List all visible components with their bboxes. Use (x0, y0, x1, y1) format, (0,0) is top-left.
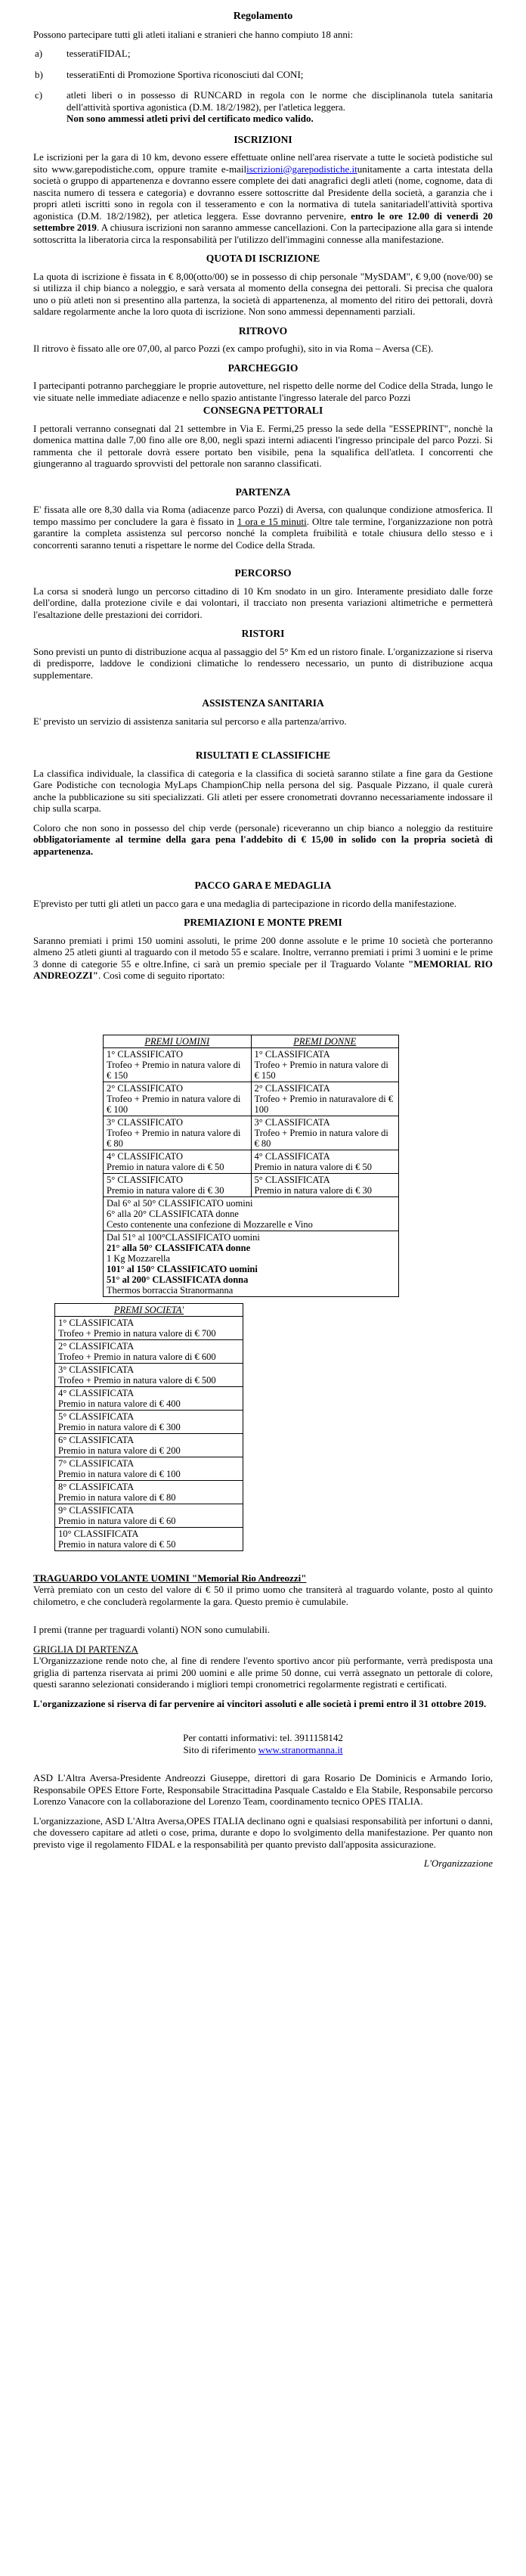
table-row (55, 1386, 243, 1410)
risultati-text: La classifica individuale, la classifica di categoria e la classifica di società saranno stilate a fine gara da Gestione Gare Podistiche con tecnologia MyLaps ChampionChip nella persona del sig. Pasquale Pizzano, il quale curerà anche la pubblicazione su siti specializzati. Gli atleti per essere cronometrati dovranno necessariamente indossare il chip sulla scarpa. (33, 767, 493, 814)
contacts-site-line (33, 1744, 493, 1756)
signature: L'Organizzazione (423, 1858, 493, 1869)
table-row (55, 1480, 243, 1504)
quota-text: La quota di iscrizione è fissata in € 8,00(otto/00) se in possesso di chip personale "MySDAM", € 9,00 (nove/00) se si utilizza il chip bianco a noleggio, e sarà versata al momento della consegna dei pettorali. Si precisa che qualora uno o più atleti non si presentino alla partenza, la società di appartenenza, al momento del ritiro dei pettorali, dovrà saldare regolarmente anche la loro quota di iscrizione. Non sono ammessi depennamenti parziali. (33, 270, 493, 317)
riserva-text: L'organizzazione si riserva di far pervenire ai vincitori assoluti e alle società i premi entro il 31 ottobre 2019. (33, 1697, 487, 1709)
men-header: PREMI UOMINI (104, 1035, 252, 1047)
table-row (104, 1116, 399, 1150)
assistenza-text: E' previsto un servizio di assistenza sanitaria sul percorso e alla partenza/arrivo. (33, 715, 347, 727)
site-link[interactable]: www.stranormanna.it (258, 1743, 343, 1755)
women-prize: Premio in natura valore di € 50 (254, 1161, 373, 1172)
table-cell (251, 1047, 399, 1082)
percorso-text: La corsa si snoderà lungo un percorso cittadino di 10 Km snodato in un giro. Interamente presidiato dalle forze dell'ordine, dalla protezione civile e dai volontari, il tracciato non presenta variazioni altimetriche e permetterà l'esaltazione delle prestazioni dei corridori. (33, 585, 493, 620)
women-prize: Trofeo + Premio in natura valore di € 150 (254, 1059, 388, 1081)
cumulabili-text: I premi (tranne per traguardi volanti) NON sono cumulabili. (33, 1624, 270, 1635)
merged-line: 6° alla 20° CLASSIFICATA donne (107, 1208, 239, 1219)
table-row (104, 1196, 399, 1231)
partenza-limit: 1 ora e 15 minuti (237, 515, 307, 527)
page-title: Regolamento (233, 11, 293, 22)
table-row (104, 1047, 399, 1082)
table-row (55, 1339, 243, 1363)
section-title-parcheggio: PARCHEGGIO (227, 362, 299, 374)
iscrizioni-text (33, 151, 493, 245)
society-prize: Trofeo + Premio in natura valore di € 700 (58, 1327, 216, 1339)
merged-line: Cesto contenente una confezione di Mozzarelle e Vino (107, 1218, 313, 1230)
merged-line: 21° alla 50° CLASSIFICATA donne (107, 1242, 251, 1253)
traguardo-heading: TRAGUARDO VOLANTE UOMINI "Memorial Rio Andreozzi" (33, 1572, 307, 1584)
society-header: PREMI SOCIETA' (55, 1303, 243, 1316)
traguardo-text: Verrà premiato con un cesto del valore di € 50 il primo uomo che transiterà al traguardo volante, posto al quinto chilometro, e che concluderà regolarmente la gara. Questo premio è cumulabile. (33, 1584, 493, 1607)
society-prize: Premio in natura valore di € 50 (58, 1538, 176, 1550)
section-title-percorso: PERCORSO (234, 567, 292, 579)
table-row (55, 1527, 243, 1550)
list-item (33, 69, 493, 81)
table-cell (251, 1082, 399, 1116)
society-prize: Premio in natura valore di € 80 (58, 1491, 176, 1503)
society-place: 10° CLASSIFICATA (58, 1528, 139, 1539)
table-cell (251, 1150, 399, 1173)
list-text: tesseratiEnti di Promozione Sportiva riconosciuti dal CONI; (67, 68, 304, 80)
iscrizioni-deadline: entro le ore 12.00 di venerdì 20 settembre 2019 (33, 209, 494, 233)
women-prize: Trofeo + Premio in naturavalore di € 100 (254, 1093, 394, 1115)
intro-text: Possono partecipare tutti gli atleti italiani e stranieri che hanno compiuto 18 anni: (33, 28, 354, 40)
list-label: a) (35, 48, 43, 59)
table-cell (251, 1116, 399, 1150)
premiazioni-text-a: Saranno premiati i primi 150 uomini assoluti, le prime 200 donne assolute e le prime 10 società che porteranno almeno 25 atleti giunti al traguardo con il metodo 55 e scalare. Inoltre, verranno premiati i primi 3 uomini e le prime 3 donne di categorie 55 e oltre.Infine, ci sarà un premio speciale per il Traguardo Volante (33, 934, 493, 970)
list-item (33, 89, 493, 125)
iscrizioni-text-c: . A chiusura iscrizioni non saranno ammesse cancellazioni. Con la partecipazione alla gara si intende sottoscritta la liberatoria circa la responsabilità per l'utilizzo dell'immagini connesse alla manifestazione. (33, 222, 493, 245)
iscrizioni-text-a: Le iscrizioni per la gara di 10 km, devono essere effettuate online nell'area riservate a tutte le società podistiche sul sito www.garepodistiche.com, oppure tramite e-mail (33, 151, 493, 175)
men-prize: Trofeo + Premio in natura valore di € 150 (107, 1059, 241, 1081)
table-cell (55, 1363, 243, 1386)
merged-line: Dal 6° al 50° CLASSIFICATO uomini (107, 1197, 253, 1209)
women-place: 2° CLASSIFICATA (254, 1082, 330, 1094)
eligibility-list (33, 48, 493, 125)
table-row (55, 1433, 243, 1457)
men-prize: Trofeo + Premio in natura valore di € 100 (107, 1093, 241, 1115)
men-prize: Premio in natura valore di € 50 (107, 1161, 224, 1172)
table-row (55, 1303, 243, 1316)
men-place: 1° CLASSIFICATO (107, 1048, 183, 1060)
traguardo-title (33, 1572, 493, 1584)
table-cell (55, 1527, 243, 1550)
society-place: 5° CLASSIFICATA (58, 1411, 135, 1422)
table-cell (104, 1231, 399, 1296)
premiazioni-memorial: "MEMORIAL RIO ANDREOZZI" (33, 957, 494, 981)
list-text (67, 89, 493, 125)
table-row (55, 1363, 243, 1386)
table-cell (104, 1196, 399, 1231)
men-prize: Premio in natura valore di € 30 (107, 1184, 224, 1196)
women-header: PREMI DONNE (251, 1035, 399, 1047)
section-title-premiazioni: PREMIAZIONI E MONTE PREMI (184, 917, 342, 928)
society-place: 8° CLASSIFICATA (58, 1481, 135, 1492)
society-prize: Trofeo + Premio in natura valore di € 500 (58, 1374, 216, 1386)
society-prize: Premio in natura valore di € 400 (58, 1398, 181, 1409)
merged-line: 1 Kg Mozzarella (107, 1252, 170, 1264)
women-prize: Premio in natura valore di € 30 (254, 1184, 373, 1196)
table-cell (55, 1504, 243, 1527)
society-place: 1° CLASSIFICATA (58, 1317, 135, 1328)
women-place: 4° CLASSIFICATA (254, 1150, 330, 1162)
table-row (55, 1316, 243, 1339)
section-title-iscrizioni: ISCRIZIONI (234, 133, 292, 145)
table-cell (55, 1386, 243, 1410)
merged-line: 51° al 200° CLASSIFICATA donna (107, 1274, 249, 1285)
chip-text-a: Coloro che non sono in possesso del chip verde (personale) riceveranno un chip bianco a noleggio da restituire (33, 821, 493, 833)
society-place: 7° CLASSIFICATA (58, 1457, 135, 1469)
griglia-title (33, 1643, 493, 1656)
men-place: 4° CLASSIFICATO (107, 1150, 183, 1162)
society-prize: Premio in natura valore di € 60 (58, 1515, 176, 1526)
society-prize: Premio in natura valore di € 300 (58, 1421, 181, 1432)
pettorali-text: I pettorali verranno consegnati dal 21 settembre in Via E. Fermi,25 presso la sede della "ESSEPRINT", nonchè la domenica mattina dalle 7,00 fino alle ore 8,00, negli spazi interni adiacenti l'ingresso principale del parco Pozzi. Si rammenta che il pettorale dovrà essere portato ben visibile, pena la squalifica dell'atleta. I concorrenti che giungeranno al traguardo sprovvisti del pettorale non saranno classificati. (33, 422, 493, 469)
men-place: 5° CLASSIFICATO (107, 1174, 183, 1185)
contacts-block (33, 1732, 493, 1755)
pacco-text: E'previsto per tutti gli atleti un pacco gara e una medaglia di partecipazione in ricordo della manifestazione. (33, 897, 457, 909)
section-title-ritrovo: RITROVO (238, 324, 288, 337)
table-cell (104, 1047, 252, 1082)
chip-text (33, 822, 493, 858)
table-cell (55, 1433, 243, 1457)
table-row (55, 1504, 243, 1527)
society-prize: Premio in natura valore di € 100 (58, 1468, 181, 1479)
iscrizioni-text-b: unitamente a carta intestata della società o gruppo di appartenenza e dovranno essere complete dei dati anagrafici degli atleti (nome, cognome, data di nascita numero di tessera e categoria) e dovranno essere sottoscritte dal Presidente della società, a garanzia che i propri atleti iscritti sono in regola con il tesseramento e con la normativa di tutela sanitariadell'attività sportiva agonistica (D.M. 18/2/1982), per atletica leggera. Esse dovranno pervenire, (33, 163, 493, 222)
table-cell (104, 1173, 252, 1196)
list-text: tesseratiFIDAL; (67, 48, 131, 59)
women-place: 1° CLASSIFICATA (254, 1048, 330, 1060)
contacts-phone: Per contatti informativi: tel. 3911158142 (183, 1732, 343, 1743)
section-title-assistenza: ASSISTENZA SANITARIA (202, 697, 324, 709)
society-place: 2° CLASSIFICATA (58, 1340, 135, 1352)
society-place: 9° CLASSIFICATA (58, 1504, 135, 1516)
disclaimer-text: L'organizzazione, ASD L'Altra Aversa,OPES ITALIA declinano ogni e qualsiasi responsabilità per infortuni o danni, che dovessero capitare ad atleti o cose, prima, durante e dopo lo svolgimento della manifestazione. Per quanto non previsto vige il regolamento FIDAL e la responsabilità per quanto previsto dall'apposita assicurazione. (33, 1814, 493, 1850)
table-row (104, 1082, 399, 1116)
griglia-heading: GRIGLIA DI PARTENZA (33, 1643, 138, 1655)
table-cell (55, 1339, 243, 1363)
eligibility-note: Non sono ammessi atleti privi del certificato medico valido. (67, 113, 314, 124)
credits-text: ASD L'Altra Aversa-Presidente Andreozzi Giuseppe, direttori di gara Rosario De Dominicis e Armando Iorio, Responsabile OPES Ettore Forte, Responsabile Stracittadina Pasquale Castaldo e Ela Stabile, Responsabile percorso Lorenzo Vanacore con la collaborazione del Lorenzo Team, coordinamento tecnico OPES ITALIA. (33, 1772, 493, 1807)
ritrovo-text: Il ritrovo è fissato alle ore 07,00, al parco Pozzi (ex campo profughi), sito in via Roma – Aversa (CE). (33, 343, 434, 354)
society-place: 6° CLASSIFICATA (58, 1434, 135, 1445)
ristori-text: Sono previsti un punto di distribuzione acqua al passaggio del 5° Km ed un ristoro finale. L'organizzazione si riserva di predisporre, laddove le condizioni climatiche lo rendessero necessario, un punto di distribuzione acqua supplementare. (33, 645, 493, 681)
society-prizes-table (54, 1303, 243, 1551)
table-cell (104, 1082, 252, 1116)
men-place: 2° CLASSIFICATO (107, 1082, 183, 1094)
table-row (55, 1410, 243, 1433)
society-prize: Premio in natura valore di € 200 (58, 1445, 181, 1456)
partenza-text-b: . Oltre tale termine, l'organizzazione non potrà garantire la completa assistenza sul percorso nonché la completa fruibilità e totale chiusura dello stesso e i concorrenti saranno tenuti a rispettare le norme del Codice della Strada. (33, 515, 493, 551)
society-place: 3° CLASSIFICATA (58, 1364, 135, 1375)
table-cell (55, 1480, 243, 1504)
eligibility-c-text: atleti liberi o in possesso di RUNCARD in regola con le norme che disciplinanola tutela sanitaria dell'attività sportiva agonistica (D.M. 18/2/1982), per l'atletica leggera. (67, 89, 493, 113)
table-cell (104, 1116, 252, 1150)
men-prize: Trofeo + Premio in natura valore di € 80 (107, 1127, 241, 1149)
section-title-quota: QUOTA DI ISCRIZIONE (206, 253, 320, 264)
table-cell (55, 1316, 243, 1339)
women-prize: Trofeo + Premio in natura valore di € 80 (254, 1127, 388, 1149)
section-title-partenza: PARTENZA (235, 486, 291, 498)
email-link[interactable]: iscrizioni@garepodistiche.it (246, 163, 357, 175)
table-cell (55, 1410, 243, 1433)
griglia-text: L'Organizzazione rende noto che, al fine di rendere l'evento sportivo ancor più performante, verrà predisposta una griglia di partenza riservata ai primi 200 uomini e alle prime 50 donne, cui verrà assegnato un pettorale di colore, questi saranno selezionati considerando i migliori tempi cronometrici regolarmente registrati e certificati. (33, 1655, 493, 1690)
list-label: b) (35, 68, 43, 80)
society-prize: Trofeo + Premio in natura valore di € 600 (58, 1351, 216, 1362)
premiazioni-text (33, 935, 493, 982)
women-place: 5° CLASSIFICATA (254, 1174, 330, 1185)
women-place: 3° CLASSIFICATA (254, 1116, 330, 1128)
table-cell (55, 1457, 243, 1480)
partenza-text-a: E' fissata alle ore 8,30 dalla via Roma (adiacenze parco Pozzi) di Aversa, con qualunque condizione atmosferica. Il tempo massimo per concludere la gara è fissato in (33, 504, 493, 527)
table-row (55, 1457, 243, 1480)
section-title-ristori: RISTORI (241, 628, 285, 639)
merged-line: Thermos borraccia Stranormanna (107, 1284, 234, 1296)
table-row (104, 1231, 399, 1296)
table-row (104, 1035, 399, 1047)
contacts-site-prefix: Sito di riferimento (183, 1743, 256, 1755)
section-title-pettorali: CONSEGNA PETTORALI (203, 405, 323, 416)
parcheggio-text: I partecipanti potranno parcheggiare le proprie autovetture, nel rispetto delle norme del Codice della Strada, lungo le vie situate nelle immediate adiacenze e nello spazio antistante l'ingresso laterale del parco Pozzi (33, 380, 493, 403)
men-place: 3° CLASSIFICATO (107, 1116, 183, 1128)
list-label: c) (35, 89, 43, 101)
premiazioni-text-b: . Così come di seguito riportato: (97, 970, 225, 981)
table-row (104, 1173, 399, 1196)
table-cell (251, 1173, 399, 1196)
society-place: 4° CLASSIFICATA (58, 1387, 135, 1398)
section-title-pacco: PACCO GARA E MEDAGLIA (194, 880, 332, 891)
partenza-text (33, 504, 493, 551)
merged-line: Dal 51° al 100°CLASSIFICATO uomini (107, 1231, 260, 1243)
list-item (33, 48, 493, 60)
merged-line: 101° al 150° CLASSIFICATO uomini (107, 1263, 258, 1274)
individual-prizes-table (103, 1035, 399, 1297)
section-title-risultati: RISULTATI E CLASSIFICHE (195, 750, 331, 761)
table-cell (104, 1150, 252, 1173)
chip-text-b: obbligatoriamente al termine della gara pena l'addebito di € 15,00 in solido con la propria società di appartenenza. (33, 833, 493, 857)
table-row (104, 1150, 399, 1173)
